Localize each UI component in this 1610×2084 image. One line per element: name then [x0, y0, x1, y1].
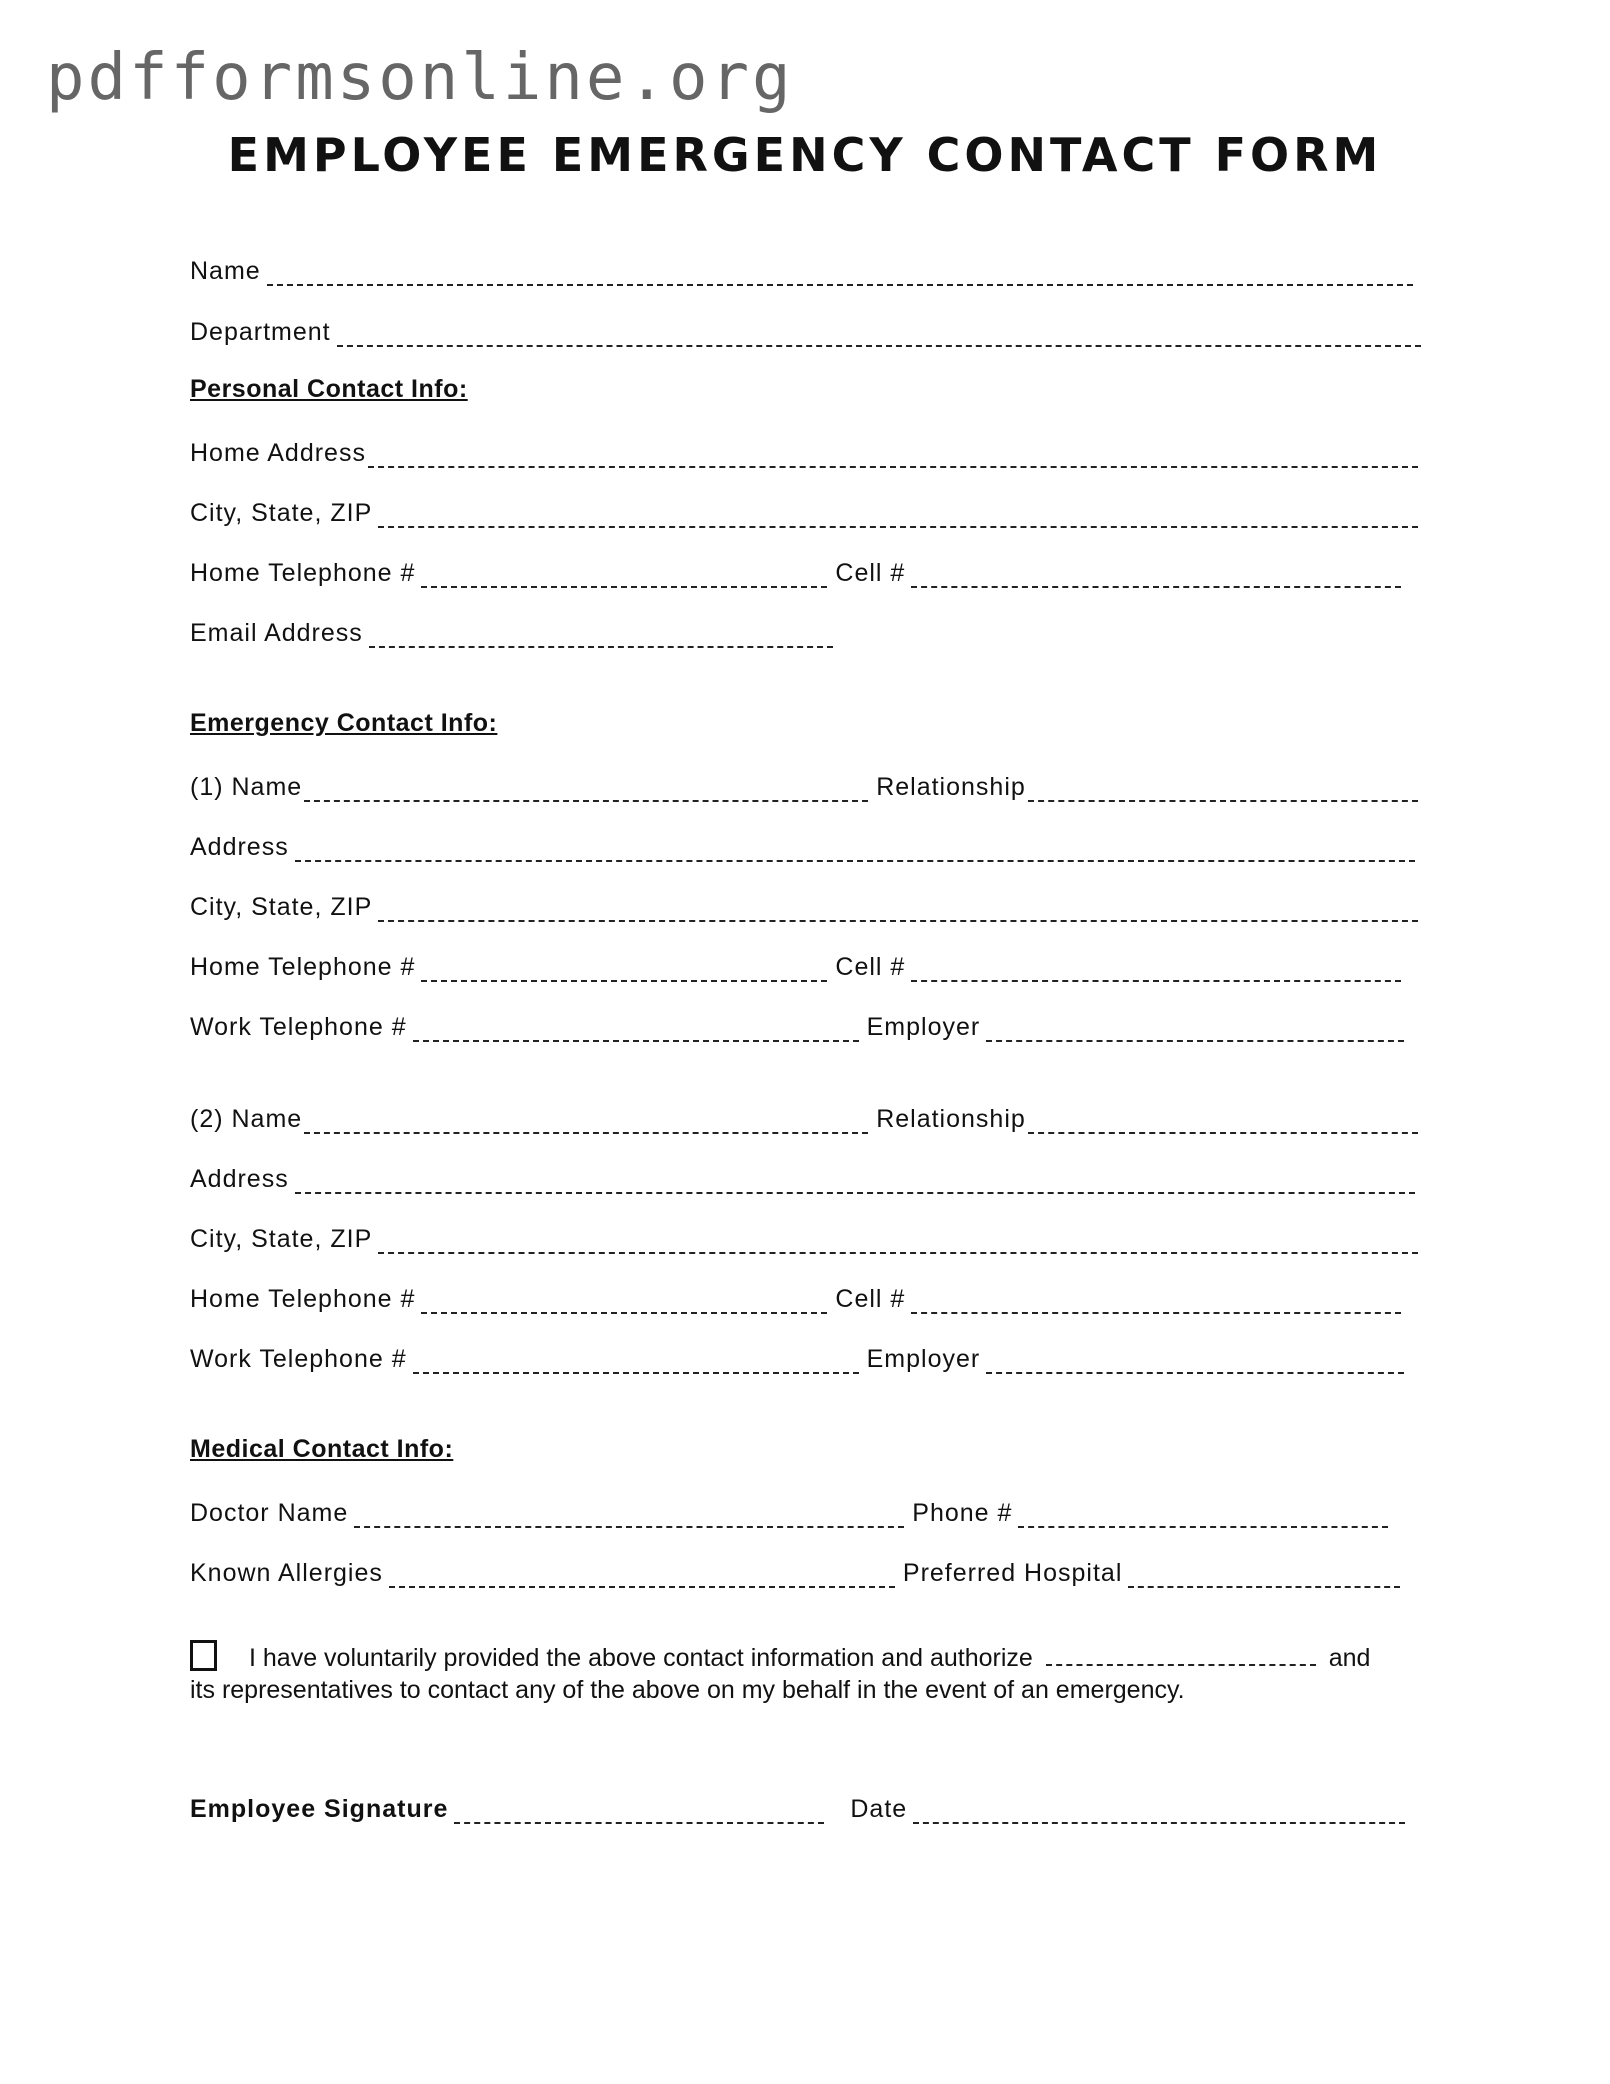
contact1-relationship-field[interactable]: [1028, 770, 1418, 802]
contact1-cell-label: Cell #: [835, 953, 906, 981]
contact1-home-telephone-row: [190, 948, 1409, 982]
contact2-address-label: Address: [190, 1165, 289, 1193]
cell-field[interactable]: [911, 556, 1401, 588]
contact1-work-telephone-field[interactable]: [413, 1010, 859, 1042]
doctor-name-label: Doctor Name: [190, 1499, 349, 1527]
contact1-name-row: [190, 768, 1426, 802]
contact1-cell-field[interactable]: [911, 950, 1401, 982]
contact2-address-row: [190, 1160, 1423, 1194]
home-address-label: Home Address: [190, 439, 366, 467]
contact2-city-label: City, State, ZIP: [190, 1225, 373, 1253]
company-field[interactable]: [1046, 1642, 1316, 1666]
contact2-home-telephone-row: [190, 1280, 1409, 1314]
email-label: Email Address: [190, 619, 363, 647]
doctor-phone-field[interactable]: [1018, 1496, 1388, 1528]
date-field[interactable]: [913, 1792, 1405, 1824]
name-row: [190, 252, 1421, 286]
page-title: EMPLOYEE EMERGENCY CONTACT FORM: [227, 128, 1383, 182]
contact2-work-telephone-field[interactable]: [413, 1342, 859, 1374]
consent-checkbox[interactable]: [190, 1640, 217, 1671]
home-address-field[interactable]: [368, 436, 1418, 468]
contact1-name-label: (1) Name: [190, 773, 303, 801]
contact2-cell-field[interactable]: [911, 1282, 1401, 1314]
contact1-city-label: City, State, ZIP: [190, 893, 373, 921]
contact1-work-telephone-row: [190, 1008, 1412, 1042]
city-state-zip-label: City, State, ZIP: [190, 499, 373, 527]
personal-heading: Personal Contact Info:: [190, 375, 468, 403]
signature-label: Employee Signature: [190, 1795, 449, 1823]
contact2-employer-field[interactable]: [986, 1342, 1404, 1374]
cell-label: Cell #: [835, 559, 906, 587]
contact1-work-telephone-label: Work Telephone #: [190, 1013, 407, 1041]
contact1-home-telephone-field[interactable]: [421, 950, 827, 982]
watermark: pdfformsonline.org: [46, 41, 794, 115]
contact1-city-field[interactable]: [378, 890, 1418, 922]
contact2-work-telephone-row: [190, 1340, 1412, 1374]
contact1-address-row: [190, 828, 1423, 862]
department-field[interactable]: [337, 315, 1421, 347]
email-field[interactable]: [369, 616, 833, 648]
emergency-heading: Emergency Contact Info:: [190, 709, 498, 737]
home-address-row: [190, 434, 1426, 468]
doctor-row: [190, 1494, 1396, 1528]
allergies-field[interactable]: [389, 1556, 895, 1588]
consent-text-1: I have voluntarily provided the above contact information and authorize: [249, 1644, 1033, 1672]
hospital-field[interactable]: [1128, 1556, 1400, 1588]
consent-block: [190, 1640, 1430, 1706]
contact2-work-telephone-label: Work Telephone #: [190, 1345, 407, 1373]
consent-text-2: its representatives to contact any of the above on my behalf in the event of an emergency.: [190, 1676, 1185, 1704]
doctor-name-field[interactable]: [354, 1496, 904, 1528]
contact1-name-field[interactable]: [304, 770, 868, 802]
email-row: [190, 614, 841, 648]
contact2-name-field[interactable]: [304, 1102, 868, 1134]
doctor-phone-label: Phone #: [912, 1499, 1013, 1527]
department-label: Department: [190, 318, 331, 346]
contact1-city-row: [190, 888, 1426, 922]
contact1-relationship-label: Relationship: [876, 773, 1026, 801]
contact2-home-telephone-label: Home Telephone #: [190, 1285, 416, 1313]
signature-field[interactable]: [454, 1792, 824, 1824]
contact1-employer-label: Employer: [866, 1013, 981, 1041]
contact1-address-label: Address: [190, 833, 289, 861]
contact2-home-telephone-field[interactable]: [421, 1282, 827, 1314]
contact2-relationship-label: Relationship: [876, 1105, 1026, 1133]
contact2-name-row: [190, 1100, 1426, 1134]
contact2-city-row: [190, 1220, 1426, 1254]
allergies-row: [190, 1554, 1408, 1588]
contact2-cell-label: Cell #: [835, 1285, 906, 1313]
name-label: Name: [190, 257, 261, 285]
home-telephone-label: Home Telephone #: [190, 559, 416, 587]
contact2-city-field[interactable]: [378, 1222, 1418, 1254]
date-label: Date: [850, 1795, 908, 1823]
contact1-home-telephone-label: Home Telephone #: [190, 953, 416, 981]
hospital-label: Preferred Hospital: [902, 1559, 1123, 1587]
city-state-zip-row: [190, 494, 1426, 528]
allergies-label: Known Allergies: [190, 1559, 383, 1587]
home-telephone-field[interactable]: [421, 556, 827, 588]
contact2-name-label: (2) Name: [190, 1105, 303, 1133]
contact1-employer-field[interactable]: [986, 1010, 1404, 1042]
home-telephone-row: [190, 554, 1409, 588]
contact2-employer-label: Employer: [866, 1345, 981, 1373]
contact1-address-field[interactable]: [295, 830, 1415, 862]
department-row: [190, 313, 1429, 347]
consent-text-and: and: [1328, 1644, 1371, 1672]
contact2-relationship-field[interactable]: [1028, 1102, 1418, 1134]
contact2-address-field[interactable]: [295, 1162, 1415, 1194]
city-state-zip-field[interactable]: [378, 496, 1418, 528]
name-field[interactable]: [267, 254, 1413, 286]
medical-heading: Medical Contact Info:: [190, 1435, 454, 1463]
signature-row: [190, 1790, 1413, 1824]
